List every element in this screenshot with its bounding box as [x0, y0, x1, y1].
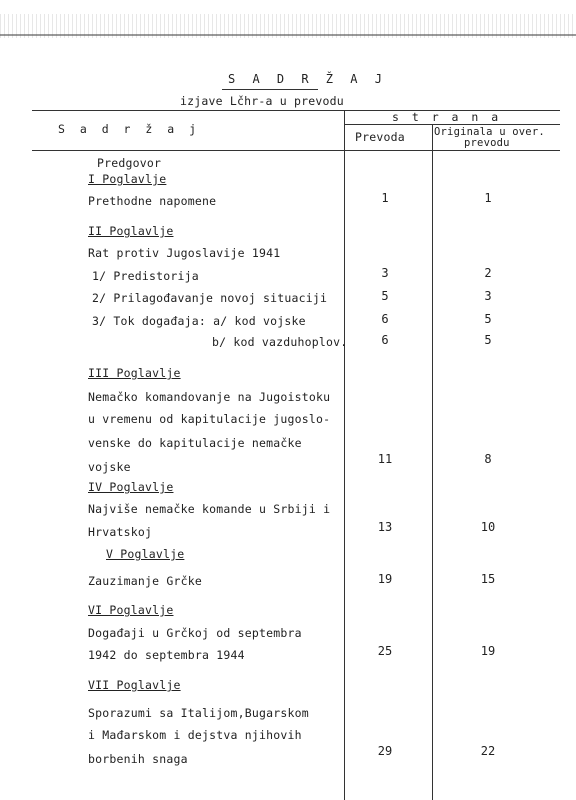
row-text: vojske — [88, 460, 131, 474]
row-text: Predgovor — [97, 156, 162, 170]
chapter-heading: VII Poglavlje — [88, 678, 181, 692]
document-subtitle: izjave Lčhr-a u prevodu — [180, 94, 344, 108]
row-text: 1942 do septembra 1944 — [88, 648, 245, 662]
page-originala: 22 — [480, 744, 496, 758]
page-prevoda: 6 — [381, 312, 389, 326]
col-header-originala: Originala u over. — [434, 126, 545, 138]
col-header-strana: s t r a n a — [392, 110, 502, 124]
page-originala: 10 — [480, 520, 496, 534]
table-header-rule — [32, 150, 560, 151]
row-text: 2/ Prilagođavanje novoj situaciji — [92, 291, 328, 305]
row-text: Hrvatskoj — [88, 525, 153, 539]
row-text: borbenih snaga — [88, 752, 188, 766]
strana-rule — [344, 124, 560, 125]
page-originala: 19 — [480, 644, 496, 658]
chapter-heading: VI Poglavlje — [88, 603, 174, 617]
page-prevoda: 25 — [377, 644, 393, 658]
page-prevoda: 19 — [377, 572, 393, 586]
page-originala: 3 — [484, 289, 492, 303]
column-divider-2 — [432, 124, 433, 800]
page-prevoda: 29 — [377, 744, 393, 758]
page-originala: 2 — [484, 266, 492, 280]
row-text: Sporazumi sa Italijom,Bugarskom — [88, 706, 309, 720]
page-prevoda: 11 — [377, 452, 393, 466]
page-originala: 5 — [484, 333, 492, 347]
page-prevoda: 5 — [381, 289, 389, 303]
document-title: S A D R Ž A J — [228, 72, 387, 86]
page-originala: 15 — [480, 572, 496, 586]
chapter-heading: V Poglavlje — [106, 547, 185, 561]
chapter-heading: III Poglavlje — [88, 366, 181, 380]
row-text: Rat protiv Jugoslavije 1941 — [88, 246, 281, 260]
page-prevoda: 3 — [381, 266, 389, 280]
page-originala: 1 — [484, 191, 492, 205]
top-edge-line — [0, 34, 576, 36]
chapter-heading: II Poglavlje — [88, 224, 174, 238]
row-text: Najviše nemačke komande u Srbiji i — [88, 502, 331, 516]
row-text: venske do kapitulacije nemačke — [88, 436, 302, 450]
row-text: 3/ Tok događaja: a/ kod vojske — [92, 314, 306, 328]
chapter-heading: I Poglavlje — [88, 172, 167, 186]
row-text: 1/ Predistorija — [92, 269, 199, 283]
row-text: Zauzimanje Grčke — [88, 574, 202, 588]
row-text: i Mađarskom i dejstva njihovih — [88, 728, 302, 742]
row-text: u vremenu od kapitulacije jugoslo- — [88, 412, 331, 426]
page-originala: 8 — [484, 452, 492, 466]
row-text: Nemačko komandovanje na Jugoistoku — [88, 390, 331, 404]
page-originala: 5 — [484, 312, 492, 326]
column-divider-1 — [344, 110, 345, 800]
page-prevoda: 13 — [377, 520, 393, 534]
page-prevoda: 1 — [381, 191, 389, 205]
page-prevoda: 6 — [381, 333, 389, 347]
row-text: b/ kod vazduhoplov. — [212, 335, 348, 349]
row-text: Prethodne napomene — [88, 194, 217, 208]
col-header-content: S a d r ž a j — [58, 122, 201, 136]
row-text: Događaji u Grčkoj od septembra — [88, 626, 302, 640]
chapter-heading: IV Poglavlje — [88, 480, 174, 494]
title-underline — [222, 89, 318, 90]
col-header-prevoda: Prevoda — [355, 130, 405, 144]
col-header-originala-2: prevodu — [464, 137, 510, 149]
